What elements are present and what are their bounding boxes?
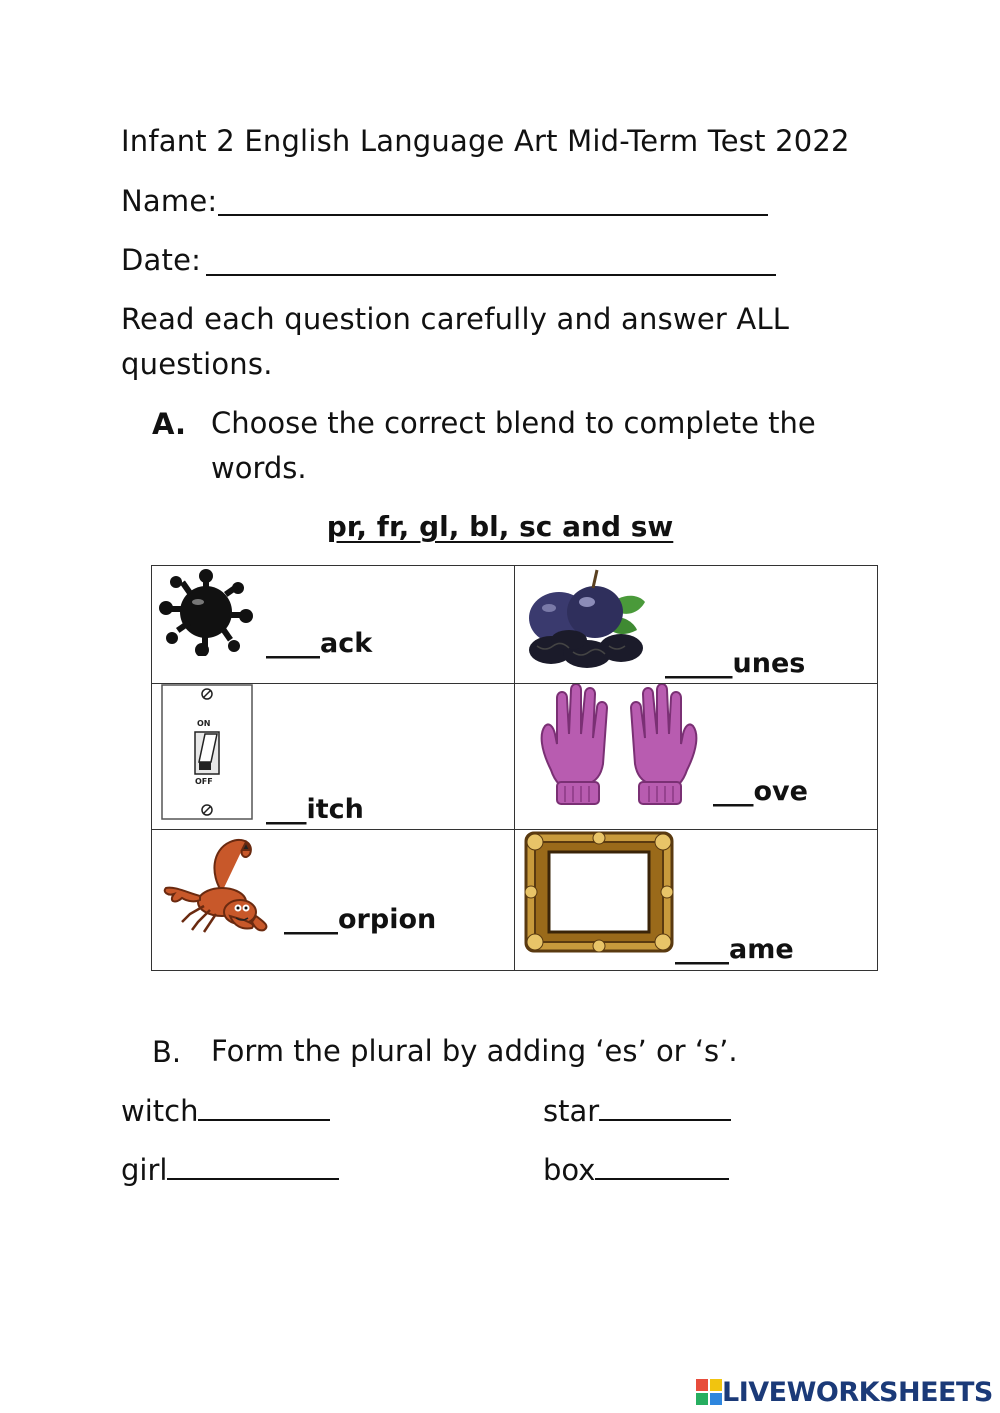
plural-item-witch bbox=[121, 1093, 330, 1128]
light-switch-icon bbox=[161, 684, 253, 820]
answer-blank[interactable] bbox=[595, 1152, 729, 1180]
answer-blank[interactable] bbox=[599, 1093, 731, 1121]
date-field[interactable] bbox=[206, 274, 776, 276]
ink-splat-icon bbox=[158, 566, 254, 656]
blend-cell bbox=[515, 566, 878, 684]
blend-options: pr, fr, gl, bl, sc and sw bbox=[326, 510, 674, 543]
plural-item-star bbox=[543, 1093, 731, 1128]
name-field[interactable] bbox=[218, 214, 768, 216]
blend-word: ___itch bbox=[266, 794, 364, 825]
blend-word: ____ame bbox=[675, 934, 794, 965]
blend-cell bbox=[515, 830, 878, 971]
instructions-line-1: Read each question carefully and answer ALL bbox=[121, 302, 790, 336]
section-b-letter: B. bbox=[152, 1035, 182, 1069]
plural-word: star bbox=[543, 1094, 600, 1128]
section-a-prompt-line-2: words. bbox=[211, 451, 307, 485]
prunes-icon bbox=[521, 566, 653, 674]
section-a-prompt-line-1: Choose the correct blend to complete the bbox=[211, 406, 816, 440]
answer-blank[interactable] bbox=[167, 1152, 339, 1180]
picture-frame-icon bbox=[523, 830, 675, 954]
blend-table bbox=[151, 565, 878, 971]
section-b-prompt: Form the plural by adding ‘es’ or ‘s’. bbox=[211, 1034, 738, 1068]
svg-text:ON: ON bbox=[197, 719, 211, 728]
plural-word: box bbox=[543, 1153, 596, 1187]
plural-item-girl bbox=[121, 1152, 339, 1187]
blend-cell bbox=[152, 830, 515, 971]
date-label: Date: bbox=[121, 243, 202, 277]
blend-word: ____orpion bbox=[284, 904, 437, 935]
name-label: Name: bbox=[121, 184, 218, 218]
svg-text:OFF: OFF bbox=[195, 777, 213, 786]
answer-blank[interactable] bbox=[198, 1093, 330, 1121]
worksheet-title: Infant 2 English Language Art Mid-Term Test 2022 bbox=[121, 124, 850, 158]
plural-word: witch bbox=[121, 1094, 199, 1128]
section-a-letter: A. bbox=[152, 407, 186, 441]
blend-word: ____ack bbox=[266, 628, 373, 659]
plural-word: girl bbox=[121, 1153, 168, 1187]
plural-item-box bbox=[543, 1152, 729, 1187]
gloves-icon bbox=[535, 684, 703, 808]
logo-text: LIVEWORKSHEETS bbox=[722, 1376, 993, 1408]
blend-cell bbox=[152, 566, 515, 684]
blend-cell bbox=[515, 684, 878, 830]
blend-cell bbox=[152, 684, 515, 830]
instructions-line-2: questions. bbox=[121, 347, 273, 381]
blend-word: _____unes bbox=[665, 648, 806, 679]
scorpion-icon bbox=[160, 830, 272, 934]
liveworksheets-badge-icon bbox=[696, 1379, 722, 1405]
liveworksheets-logo bbox=[696, 1374, 993, 1410]
blend-word: ___ove bbox=[713, 776, 808, 807]
